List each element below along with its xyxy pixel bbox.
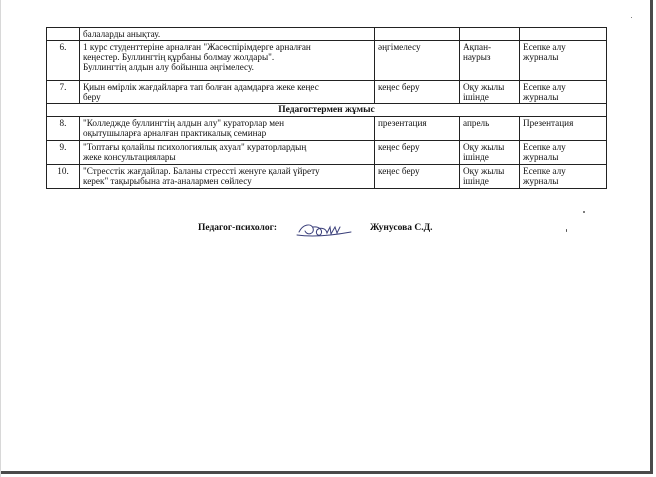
row-time: Оқу жылы ішінде bbox=[460, 81, 520, 104]
row-topic: "Стресстік жағдайлар. Баланы стрессті женуге қалай үйрету керек" тақырыбына ата-аналармен сөйлесу bbox=[80, 165, 375, 189]
table-row bbox=[47, 141, 607, 165]
row-result bbox=[520, 28, 607, 41]
row-result: Есепке алу журналы bbox=[520, 41, 607, 81]
row-topic: "Колледжде буллингтің алдын алу" кураторлар мен оқытушыларға арналған практикалық семинар bbox=[80, 117, 375, 141]
section-row bbox=[47, 104, 607, 117]
row-result: Есепке алу журналы bbox=[520, 81, 607, 104]
table-row bbox=[47, 117, 607, 141]
row-result: Есепке алу журналы bbox=[520, 141, 607, 165]
row-number: 8. bbox=[47, 117, 80, 141]
section-title: Педагогтермен жұмыс bbox=[47, 104, 607, 117]
row-form: презентация bbox=[375, 117, 460, 141]
row-form: кеңес беру bbox=[375, 141, 460, 165]
scan-speck bbox=[566, 229, 567, 232]
row-number: 10. bbox=[47, 165, 80, 189]
row-topic: Қиын өмірлік жағдайларға тап болған адамдарға жеке кеңес беру bbox=[80, 81, 375, 104]
row-time: Ақпан-наурыз bbox=[460, 41, 520, 81]
table-row bbox=[47, 41, 607, 81]
row-time: апрель bbox=[460, 117, 520, 141]
row-form: әңгімелесу bbox=[375, 41, 460, 81]
row-topic: "Топтағы қолайлы психологиялық ахуал" кураторлардың жеке консультациялары bbox=[80, 141, 375, 165]
signer-name: Жунусова С.Д. bbox=[370, 223, 433, 233]
row-form: кеңес беру bbox=[375, 165, 460, 189]
page-left-edge bbox=[0, 0, 1, 477]
work-plan-table bbox=[46, 27, 607, 189]
row-number: 6. bbox=[47, 41, 80, 81]
row-topic: балаларды анықтау. bbox=[80, 28, 375, 41]
row-time bbox=[460, 28, 520, 41]
row-form: кеңес беру bbox=[375, 81, 460, 104]
row-number: 9. bbox=[47, 141, 80, 165]
scan-speck bbox=[631, 17, 632, 18]
row-number: 7. bbox=[47, 81, 80, 104]
row-topic: 1 курс студенттеріне арналған "Жасөспірімдерге арналған кеңестер. Буллингтің құрбаны болмау жолдары". Буллингтің алдын алу бойынша әңгімелесу. bbox=[80, 41, 375, 81]
row-number bbox=[47, 28, 80, 41]
row-result: Есепке алу журналы bbox=[520, 165, 607, 189]
table-body bbox=[47, 28, 607, 189]
row-time: Оқу жылы ішінде bbox=[460, 165, 520, 189]
table-row bbox=[47, 81, 607, 104]
row-time: Оқу жылы ішінде bbox=[460, 141, 520, 165]
scan-speck bbox=[583, 211, 585, 213]
row-result: Презентация bbox=[520, 117, 607, 141]
table-row bbox=[47, 165, 607, 189]
table-row bbox=[47, 28, 607, 41]
signer-role: Педагог-психолог: bbox=[198, 223, 278, 233]
row-form bbox=[375, 28, 460, 41]
handwritten-signature bbox=[293, 218, 355, 240]
signature-block bbox=[0, 218, 656, 238]
